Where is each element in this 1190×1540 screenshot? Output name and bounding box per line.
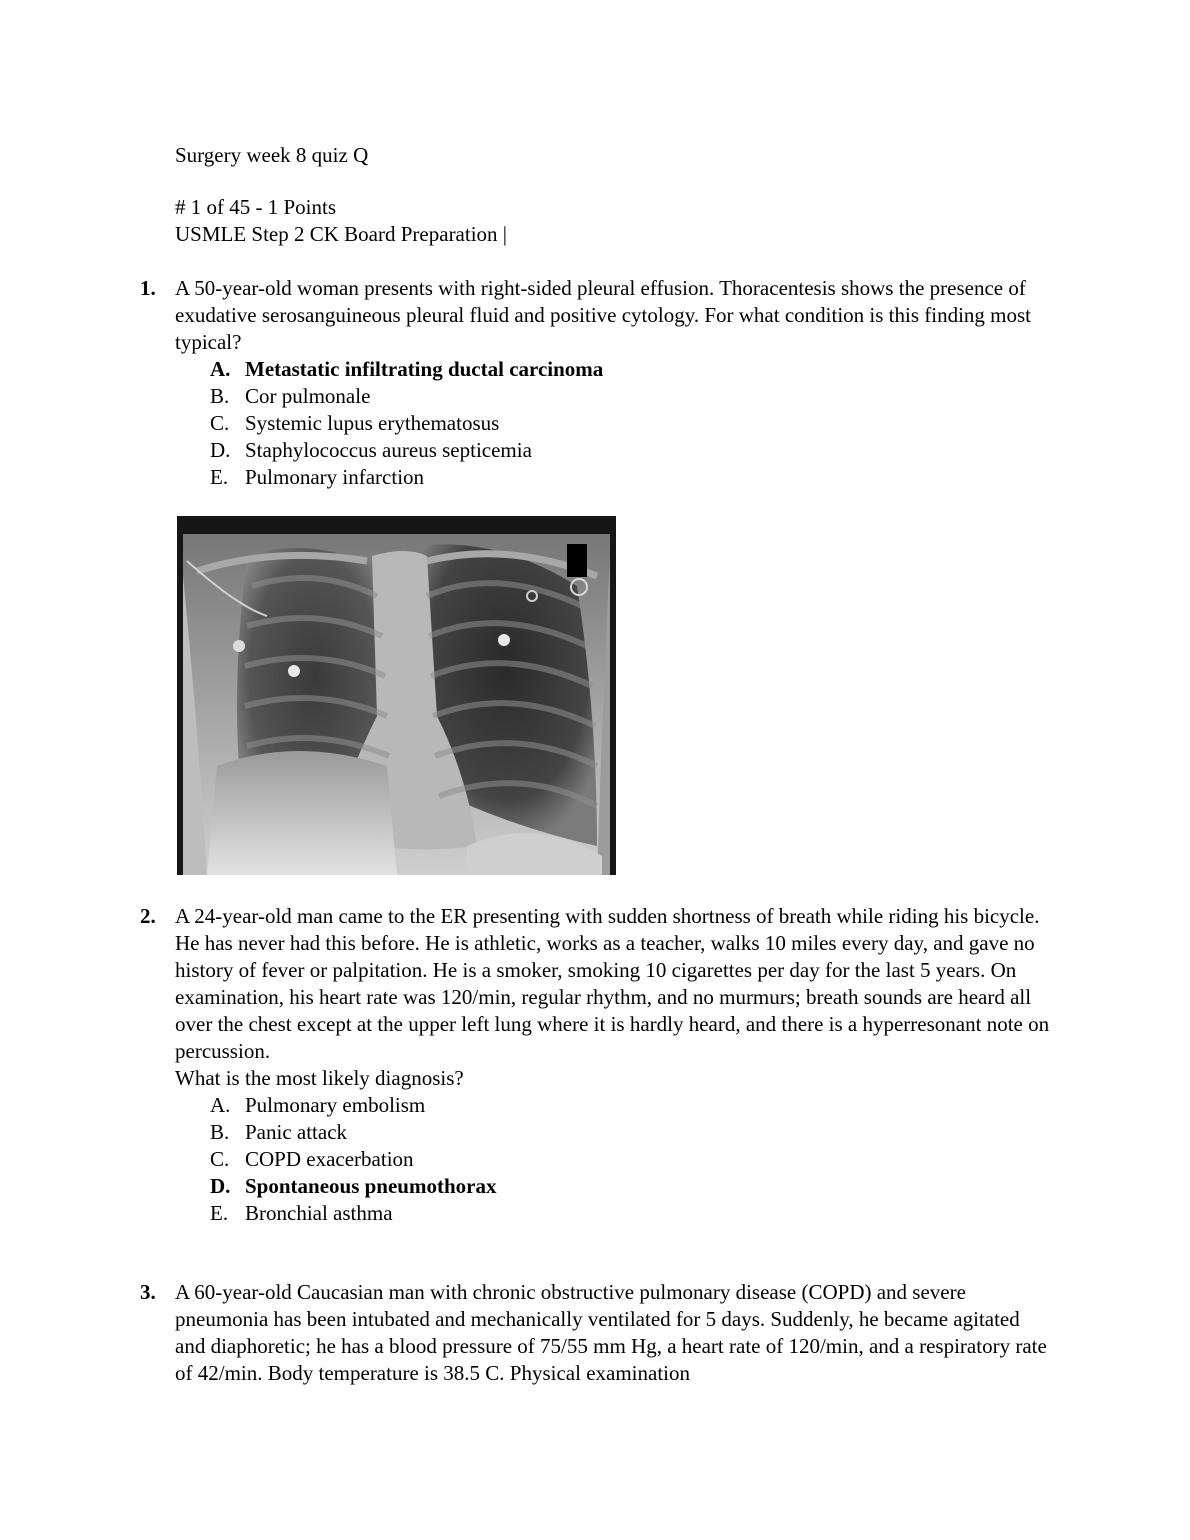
option-e (210, 1200, 1050, 1227)
answer-options (140, 356, 1050, 491)
option-text: Pulmonary embolism (245, 1093, 426, 1117)
option-text: Spontaneous pneumothorax (245, 1174, 497, 1198)
question-stem: A 50-year-old woman presents with right-sided pleural effusion. Thoracentesis shows the presence of exudative serosanguineous pleural fluid and positive cytology. For what condition is this finding most typical? (175, 276, 1032, 354)
option-letter: C. (210, 411, 230, 435)
option-d (210, 437, 1050, 464)
question-stem: A 60-year-old Caucasian man with chronic obstructive pulmonary disease (COPD) and severe pneumonia has been intubated and mechanically ventilated for 5 days. Suddenly, he became agitated and diaphoretic; he has a blood pressure of 75/55 mm Hg, a heart rate of 120/min, and a respiratory rate of 42/min. Body temperature is 38.5 C. Physical examination (175, 1280, 1047, 1385)
option-letter: D. (210, 438, 231, 462)
chest-xray-image (177, 516, 616, 875)
prep-line: USMLE Step 2 CK Board Preparation | (175, 222, 508, 246)
option-e (210, 464, 1050, 491)
option-letter: B. (210, 1120, 230, 1144)
option-text: Staphylococcus aureus septicemia (245, 438, 532, 462)
question-prompt: What is the most likely diagnosis? (175, 1066, 464, 1090)
document-title: Surgery week 8 quiz Q (175, 143, 369, 167)
option-c (210, 410, 1050, 437)
option-letter: E. (210, 465, 229, 489)
option-letter: C. (210, 1147, 230, 1171)
question-2 (140, 903, 1050, 1227)
points-line: # 1 of 45 - 1 Points (175, 195, 337, 219)
question-number: 2. (140, 904, 156, 928)
option-letter: A. (210, 1093, 231, 1117)
question-3 (140, 1279, 1050, 1387)
option-d (210, 1173, 1050, 1200)
option-a (210, 1092, 1050, 1119)
option-b (210, 1119, 1050, 1146)
option-b (210, 383, 1050, 410)
option-a (210, 356, 1050, 383)
option-c (210, 1146, 1050, 1173)
chest-xray-drawing (177, 516, 616, 875)
question-1 (140, 275, 1050, 491)
option-text: Cor pulmonale (245, 384, 371, 408)
option-letter: A. (210, 357, 231, 381)
option-letter: B. (210, 384, 230, 408)
answer-options (140, 1092, 1050, 1227)
option-text: Panic attack (245, 1120, 348, 1144)
option-letter: E. (210, 1201, 229, 1225)
option-text: Bronchial asthma (245, 1201, 393, 1225)
option-text: Pulmonary infarction (245, 465, 425, 489)
question-number: 1. (140, 276, 156, 300)
option-letter: D. (210, 1174, 231, 1198)
option-text: Metastatic infiltrating ductal carcinoma (245, 357, 604, 381)
question-stem: A 24-year-old man came to the ER presenting with sudden shortness of breath while riding his bicycle. He has never had this before. He is athletic, works as a teacher, walks 10 miles every day, and gave no history of fever or palpitation. He is a smoker, smoking 10 cigarettes per day for the last 5 years. On examination, his heart rate was 120/min, regular rhythm, and no murmurs; breath sounds are heard all over the chest except at the upper left lung where it is hardly heard, and there is a hyperresonant note on percussion. (175, 904, 1050, 1063)
question-number: 3. (140, 1280, 156, 1304)
option-text: COPD exacerbation (245, 1147, 414, 1171)
option-text: Systemic lupus erythematosus (245, 411, 500, 435)
